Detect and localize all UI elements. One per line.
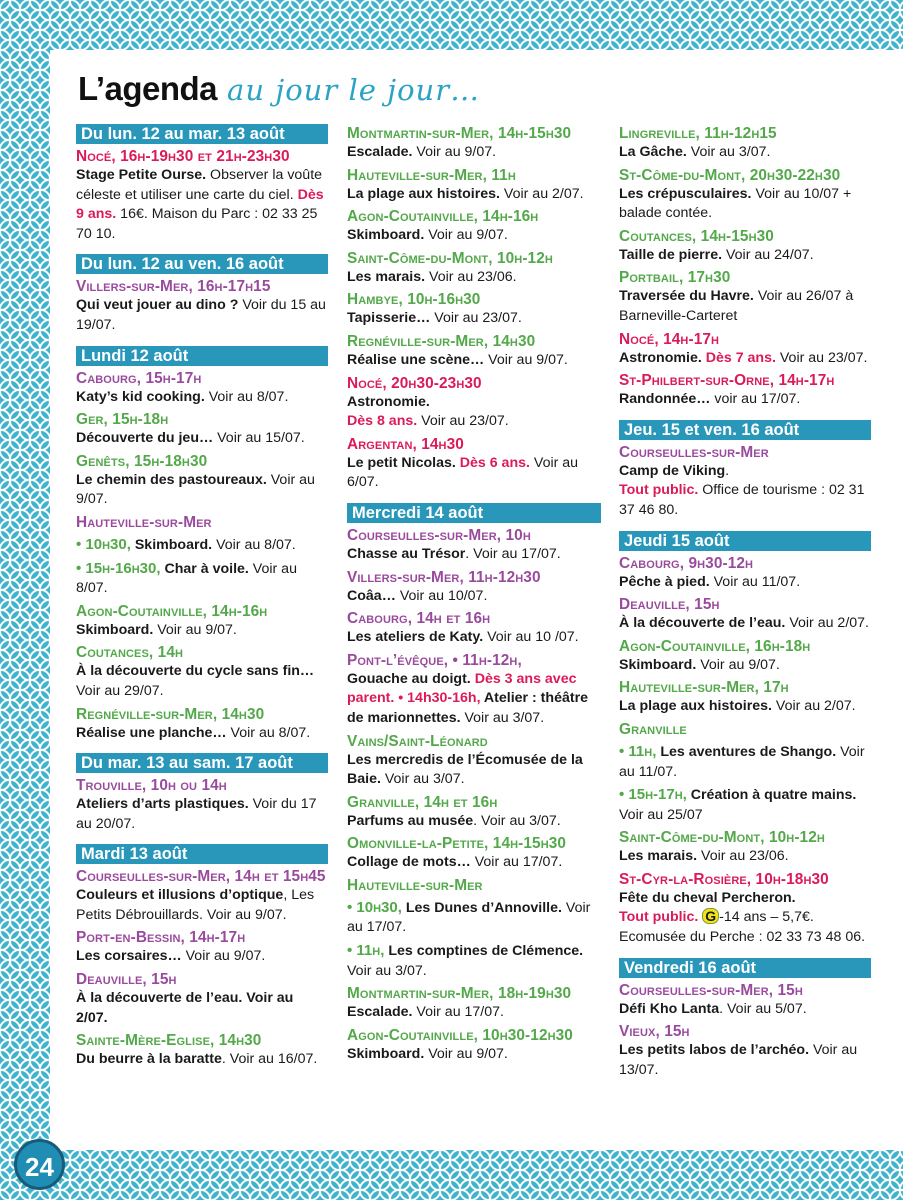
event-description — [347, 351, 601, 371]
event-item — [347, 290, 601, 329]
event-item — [76, 535, 328, 556]
event-title: Astronomie. — [619, 349, 702, 366]
section-gap — [76, 837, 328, 844]
event-description — [76, 724, 328, 744]
event-item — [347, 374, 601, 432]
event-location: Lingreville, 11h-12h15 — [619, 125, 777, 142]
event-item — [347, 435, 601, 493]
date-band: Jeu. 15 et ven. 16 août — [619, 420, 871, 440]
event-text: Voir au 17/07. — [347, 899, 591, 936]
event-location: Courseulles-sur-Mer, 10h — [347, 526, 531, 544]
section-gap — [619, 413, 871, 420]
event-title: Traversée du Havre. — [619, 288, 754, 305]
event-title: Les marais. — [347, 268, 426, 285]
event-text: voir au 17/07. — [710, 391, 801, 408]
event-item — [76, 1031, 328, 1070]
event-description — [347, 628, 601, 648]
event-item — [619, 595, 871, 634]
event-item — [76, 705, 328, 744]
event-item — [347, 732, 601, 790]
event-item — [347, 332, 601, 371]
event-text: Voir au 3/07. — [460, 709, 545, 726]
event-location: Nocé, 14h-17h — [619, 330, 720, 348]
event-location: Granville, 14h et 16h — [347, 793, 498, 811]
event-item — [347, 124, 601, 163]
event-location: Genêts, 15h-18h30 — [76, 452, 208, 470]
event-description — [76, 886, 328, 925]
event-text: Voir au 9/07. — [153, 621, 237, 638]
event-description — [347, 1045, 601, 1065]
event-location: Nocé, 16h-19h30 et 21h-23h30 — [76, 148, 290, 165]
date-band: Lundi 12 août — [76, 346, 328, 366]
event-title: La Gâche. — [619, 144, 687, 160]
event-location: Hauteville-sur-Mer, 11h — [347, 166, 516, 184]
event-location: Cabourg, 9h30-12h — [619, 554, 754, 572]
event-highlight: Tout public. — [619, 482, 699, 499]
event-text: Voir au 9/07. — [484, 351, 568, 368]
event-location: Hauteville-sur-Mer — [76, 513, 212, 531]
event-title: Le petit Nicolas. — [347, 454, 456, 471]
event-item — [619, 828, 871, 867]
event-sub-item — [619, 785, 871, 825]
event-location: Coutances, 14h — [76, 644, 184, 662]
event-title: La plage aux histoires. — [347, 185, 500, 202]
event-item — [76, 559, 328, 599]
event-item — [619, 166, 871, 224]
event-title: Les petits labos de l’archéo. — [619, 1042, 810, 1059]
event-title: Skimboard. — [76, 621, 154, 638]
event-description — [76, 166, 328, 244]
event-text: Voir au 23/07. — [430, 310, 522, 327]
event-description — [76, 296, 328, 335]
event-title: À la découverte du cycle sans fin… — [76, 663, 315, 680]
event-description — [619, 246, 871, 266]
event-location: Omonville-la-Petite, 14h-15h30 — [347, 835, 567, 853]
event-text: Voir au 6/07. — [347, 454, 579, 491]
event-text: Voir au 2/07. — [771, 698, 856, 715]
event-description — [619, 889, 871, 948]
event-location: St-Côme-du-Mont, 20h30-22h30 — [619, 166, 841, 184]
event-location: Courseulles-sur-Mer, 15h — [619, 981, 803, 999]
event-description — [76, 989, 328, 1028]
event-title: Fête du cheval Percheron. — [619, 889, 796, 906]
section-gap — [347, 496, 601, 503]
agenda-column-3 — [619, 124, 871, 1083]
event-item — [619, 742, 871, 782]
date-band: Mardi 13 août — [76, 844, 328, 864]
event-title: Katy’s kid cooking. — [76, 388, 205, 405]
event-time: • 10h30, — [76, 535, 131, 553]
event-item — [347, 568, 601, 607]
event-text: Voir au 9/07. — [424, 1045, 508, 1062]
event-location: Sainte-Mère-Eglise, 14h30 — [76, 1032, 262, 1050]
event-item — [347, 207, 601, 246]
event-title: Les aventures de Shango. — [656, 743, 837, 760]
event-text: Voir au 8/07. — [204, 388, 289, 405]
event-text: Observer la voûte céleste et utiliser une carte du ciel. — [76, 167, 323, 203]
event-item — [76, 513, 328, 532]
event-item — [76, 410, 328, 449]
event-description — [76, 947, 328, 967]
event-location: St-Philbert-sur-Orne, 14h-17h — [619, 372, 835, 390]
event-text: Voir au 17/07. — [470, 854, 563, 871]
event-location: Ger, 15h-18h — [76, 411, 169, 429]
event-item — [347, 898, 601, 938]
event-time: • 11h, — [619, 742, 657, 760]
event-description — [76, 621, 328, 641]
event-description — [347, 143, 601, 163]
event-description — [619, 185, 871, 224]
event-location: Portbail, 17h30 — [619, 269, 731, 287]
event-item — [619, 268, 871, 326]
event-title: Les comptines de Clémence. — [384, 943, 584, 960]
event-item — [619, 785, 871, 825]
event-location: Hambye, 10h-16h30 — [347, 291, 481, 309]
event-location: St-Cyr-la-Rosière, 10h-18h30 — [619, 870, 829, 888]
event-text: Voir au 13/07. — [619, 1042, 858, 1078]
event-location: Port-en-Bessin, 14h-17h — [76, 929, 246, 947]
event-location: Cabourg, 14h et 16h — [347, 610, 491, 628]
event-description — [347, 670, 601, 729]
event-item — [619, 227, 871, 266]
event-title: À la découverte de l’eau. Voir au 2/07. — [76, 990, 294, 1026]
event-title: Défi Kho Lanta — [619, 1000, 720, 1017]
event-item — [76, 147, 328, 244]
event-title: Ateliers d’arts plastiques. — [76, 796, 249, 813]
event-location: Regnéville-sur-Mer, 14h30 — [347, 332, 536, 350]
event-location: Saint-Côme-du-Mont, 10h-12h — [619, 829, 825, 847]
event-description — [619, 143, 871, 163]
event-highlight: Dès 9 ans. — [76, 186, 324, 223]
event-location: Villers-sur-Mer, 11h-12h30 — [347, 568, 541, 586]
event-title: Escalade. — [347, 144, 413, 160]
event-text: . — [725, 462, 730, 479]
event-text: -14 ans – 5,7€. Ecomusée du Perche : 02 33 73 48 06. — [619, 909, 866, 946]
event-item — [619, 371, 871, 410]
event-text: Voir au 8/07. — [212, 536, 296, 553]
event-location: Villers-sur-Mer, 16h-17h15 — [76, 278, 271, 296]
event-location: Granville — [619, 720, 687, 738]
event-description — [347, 454, 601, 493]
event-description — [619, 656, 871, 676]
event-location: Cabourg, 15h-17h — [76, 369, 202, 387]
free-badge-icon: G — [702, 908, 719, 924]
event-title: Les mercredis de l’Écomusée de la Baie. — [347, 751, 583, 788]
event-location: Vains/Saint-Léonard — [347, 732, 488, 750]
date-band: Jeudi 15 août — [619, 531, 871, 551]
event-item — [619, 124, 871, 163]
event-title: Pêche à pied. — [619, 573, 710, 590]
event-title: Astronomie. — [347, 393, 430, 410]
event-item — [76, 776, 328, 834]
event-sub-item — [619, 742, 871, 782]
event-text: Voir au 26/07 à Barneville-Carteret — [619, 288, 854, 324]
event-description — [619, 390, 871, 410]
event-highlight: Dès 3 ans avec parent. — [347, 670, 577, 707]
event-title: Création à quatre mains. — [686, 787, 857, 804]
event-description — [619, 1000, 871, 1020]
date-band: Du lun. 12 au ven. 16 août — [76, 254, 328, 274]
event-description — [619, 349, 871, 369]
event-title: Réalise une scène… — [347, 351, 485, 368]
event-title: Qui veut jouer au dino ? — [76, 297, 239, 314]
event-item — [347, 941, 601, 981]
section-gap — [76, 247, 328, 254]
event-location: Vieux, 15h — [619, 1023, 690, 1041]
event-location: Courseulles-sur-Mer — [619, 443, 769, 461]
event-location: Agon-Coutainville, 10h30-12h30 — [347, 1026, 573, 1044]
event-title: Char à voile. — [160, 560, 249, 577]
event-description — [619, 847, 871, 867]
event-description — [347, 587, 601, 607]
event-location: Agon-Coutainville, 16h-18h — [619, 637, 811, 655]
event-text: Voir au 10/07. — [395, 587, 488, 604]
date-band: Vendredi 16 août — [619, 958, 871, 978]
event-description — [347, 545, 601, 565]
event-item — [76, 277, 328, 335]
event-text: Voir au 9/07. — [424, 227, 508, 244]
event-time: • 10h30, — [347, 898, 402, 916]
event-sub-item — [347, 941, 601, 981]
event-location: Montmartin-sur-Mer, 14h-15h30 — [347, 125, 572, 142]
event-location: Deauville, 15h — [619, 596, 720, 614]
event-highlight: Tout public. — [619, 909, 699, 926]
event-item — [619, 554, 871, 593]
event-text: Voir au 11/07. — [709, 573, 801, 590]
event-item — [347, 249, 601, 288]
page-title: L’agenda — [78, 70, 218, 107]
event-title: Skimboard. — [347, 1045, 425, 1062]
event-item — [619, 1022, 871, 1080]
event-title: Chasse au Trésor — [347, 545, 466, 562]
event-title: Skimboard. — [619, 656, 697, 673]
event-location: Hauteville-sur-Mer — [347, 876, 483, 894]
event-location: Agon-Coutainville, 14h-16h — [347, 208, 539, 226]
page-header — [78, 70, 480, 110]
event-title: Randonnée… — [619, 391, 711, 408]
event-item — [347, 834, 601, 873]
event-location: Coutances, 14h-15h30 — [619, 227, 774, 245]
event-item — [619, 443, 871, 521]
date-band: Du mar. 13 au sam. 17 août — [76, 753, 328, 773]
event-text: Voir au 10/07 + balade contée. — [619, 185, 852, 222]
event-location: Saint-Côme-du-Mont, 10h-12h — [347, 249, 553, 267]
event-text: Voir au 23/07. — [775, 349, 868, 366]
event-text: Voir au 17/07. — [412, 1004, 504, 1021]
event-highlight: Dès 8 ans. — [347, 413, 418, 430]
event-text: Voir au 8/07. — [76, 560, 297, 597]
event-title: Découverte du jeu… — [76, 430, 214, 447]
event-title: Taille de pierre. — [619, 246, 723, 263]
event-item — [347, 166, 601, 205]
event-item — [619, 720, 871, 739]
event-item — [76, 452, 328, 510]
event-location: Deauville, 15h — [76, 971, 177, 989]
event-description — [76, 388, 328, 408]
event-title: Collage de mots… — [347, 854, 471, 871]
event-text: Voir au 11/07. — [619, 743, 865, 780]
event-item — [347, 526, 601, 565]
event-location: Courseulles-sur-Mer, 14h et 15h45 — [76, 868, 326, 886]
event-description — [347, 1003, 601, 1023]
event-title: Les ateliers de Katy. — [347, 629, 484, 646]
date-band: Du lun. 12 au mar. 13 août — [76, 124, 328, 144]
event-sub-item — [76, 535, 328, 556]
event-item — [347, 793, 601, 832]
agenda-column-2 — [347, 124, 601, 1067]
event-title: Skimboard. — [347, 227, 425, 244]
event-title: Du beurre à la baratte — [76, 1051, 222, 1068]
event-description — [76, 429, 328, 449]
event-description — [619, 462, 871, 521]
event-item — [76, 602, 328, 641]
event-description — [347, 853, 601, 873]
event-item — [347, 984, 601, 1023]
event-sub-item — [347, 898, 601, 938]
event-item — [76, 970, 328, 1028]
event-title: Réalise une planche… — [76, 724, 227, 741]
event-text: Voir au 23/07. — [417, 413, 509, 430]
event-location: Regnéville-sur-Mer, 14h30 — [76, 705, 265, 723]
event-location: Pont-l’évêque, • 11h-12h, — [347, 651, 522, 669]
event-title: Les corsaires… — [76, 948, 182, 965]
event-title: Parfums au musée — [347, 812, 474, 829]
event-title: Coâa… — [347, 587, 396, 604]
event-item — [76, 928, 328, 967]
event-text: . Voir au 5/07. — [719, 1000, 807, 1017]
event-text: Office de tourisme : 02 31 37 46 80. — [619, 482, 865, 518]
event-text: . Voir au 16/07. — [221, 1051, 318, 1068]
agenda-column-1 — [76, 124, 328, 1073]
event-description — [619, 1041, 871, 1080]
section-gap — [76, 339, 328, 346]
event-text: Voir au 9/07. — [181, 948, 266, 965]
event-highlight: • 14h30-16h, — [394, 690, 484, 707]
event-highlight: Dès 6 ans. — [459, 454, 530, 471]
event-text: Voir au 29/07. — [76, 682, 164, 699]
event-time: • 15h-16h30, — [76, 559, 161, 577]
event-text: Voir au 23/06. — [697, 848, 789, 865]
event-title: Camp de Viking — [619, 462, 726, 479]
event-description — [619, 287, 871, 326]
event-text: Voir au 9/07. — [412, 144, 497, 160]
event-description — [76, 1050, 328, 1070]
section-gap — [76, 746, 328, 753]
event-description — [619, 614, 871, 634]
page-subtitle-script: au jour le jour… — [227, 73, 481, 107]
event-text: Voir au 23/06. — [425, 268, 517, 285]
event-location: Trouville, 10h ou 14h — [76, 777, 227, 795]
event-text: Voir au 24/07. — [722, 246, 814, 263]
event-text: Voir au 9/07. — [76, 471, 315, 508]
event-description — [347, 185, 601, 205]
event-text: . Voir au 3/07. — [473, 812, 561, 829]
event-description — [347, 309, 601, 329]
event-item — [347, 609, 601, 648]
section-gap — [619, 524, 871, 531]
event-location: Nocé, 20h30-23h30 — [347, 374, 482, 392]
event-title: À la découverte de l’eau. — [619, 615, 786, 632]
event-item — [76, 643, 328, 701]
event-description — [619, 697, 871, 717]
event-text: Voir au 8/07. — [226, 724, 311, 741]
event-title: Tapisserie… — [347, 310, 431, 327]
event-text: Voir du 17 au 20/07. — [76, 796, 317, 832]
event-title: Les Dunes d’Annoville. — [401, 899, 562, 916]
event-text: Voir du 15 au 19/07. — [76, 297, 326, 333]
event-title: Le chemin des pastoureaux. — [76, 471, 267, 488]
event-item — [619, 637, 871, 676]
event-text: Voir au 10 /07. — [483, 629, 579, 646]
event-text: Voir au 3/07. — [686, 144, 771, 160]
event-text: Voir au 2/07. — [499, 185, 584, 202]
event-description — [76, 662, 328, 701]
event-title: Atelier : théâtre de marionnettes. — [347, 690, 588, 726]
event-item — [619, 981, 871, 1020]
event-title: Gouache au doigt. — [347, 670, 471, 687]
event-item — [619, 330, 871, 369]
event-item — [347, 876, 601, 895]
event-description — [347, 393, 601, 432]
event-time: • 11h, — [347, 942, 385, 960]
event-description — [347, 812, 601, 832]
event-time: • 15h-17h, — [619, 786, 687, 804]
event-description — [347, 751, 601, 790]
event-title: Couleurs et illusions d’optique — [76, 887, 284, 904]
event-item — [76, 867, 328, 925]
event-description — [347, 268, 601, 288]
event-title: Stage Petite Ourse. — [76, 167, 207, 183]
event-description — [76, 471, 328, 510]
event-sub-item — [76, 559, 328, 599]
event-item — [347, 1026, 601, 1065]
event-text: Voir au 3/07. — [380, 771, 465, 788]
event-text: . Voir au 17/07. — [465, 545, 561, 562]
event-location: Agon-Coutainville, 14h-16h — [76, 602, 268, 620]
event-text: Voir au 2/07. — [785, 615, 869, 632]
event-location: Montmartin-sur-Mer, 18h-19h30 — [347, 985, 572, 1003]
event-title: Skimboard. — [130, 536, 213, 553]
event-description — [76, 795, 328, 834]
event-item — [619, 870, 871, 948]
event-title: Les marais. — [619, 848, 698, 865]
event-item — [347, 651, 601, 729]
event-highlight: Dès 7 ans. — [705, 349, 776, 366]
event-title: La plage aux histoires. — [619, 698, 772, 715]
event-description — [619, 573, 871, 593]
event-item — [619, 678, 871, 717]
date-band: Mercredi 14 août — [347, 503, 601, 523]
event-description — [347, 226, 601, 246]
event-title: Escalade. — [347, 1004, 413, 1021]
event-location: Hauteville-sur-Mer, 17h — [619, 679, 789, 697]
event-text: , Les Petits Débrouillards. Voir au 9/07. — [76, 887, 315, 923]
event-text: 16€. Maison du Parc : 02 33 25 70 10. — [76, 206, 318, 242]
section-gap — [619, 951, 871, 958]
event-item — [76, 369, 328, 408]
event-text: Voir au 15/07. — [213, 430, 305, 447]
event-text: Voir au 9/07. — [696, 656, 780, 673]
event-title: Les crépusculaires. — [619, 185, 752, 202]
event-location: Argentan, 14h30 — [347, 435, 464, 453]
event-text: Voir au 3/07. — [347, 962, 427, 979]
event-text: Voir au 25/07 — [619, 806, 703, 823]
page-number: 24 — [14, 1139, 65, 1190]
